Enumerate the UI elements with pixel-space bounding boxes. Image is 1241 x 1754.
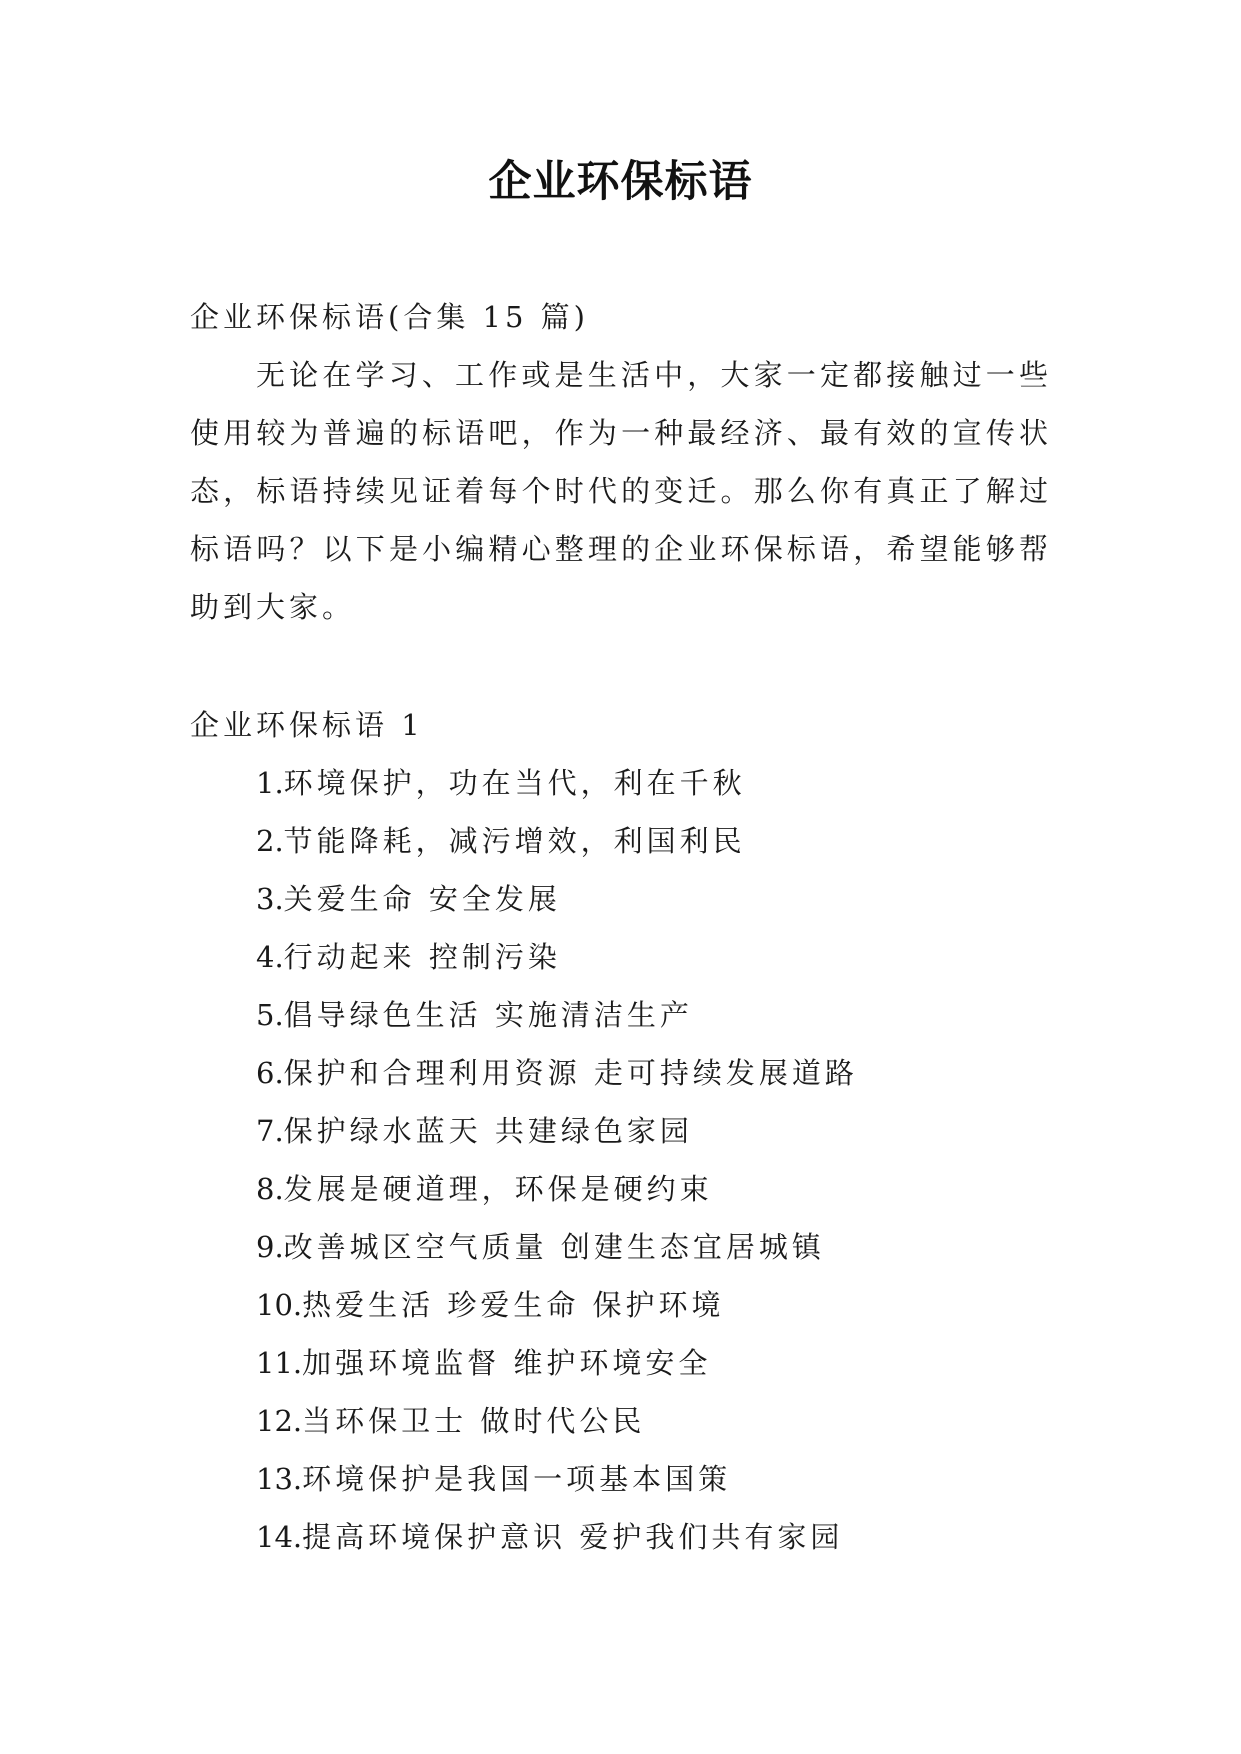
slogan-item: [256, 986, 858, 1044]
slogan-item: [256, 1044, 858, 1102]
slogan-number: 7.: [256, 1114, 284, 1148]
slogan-number: 10.: [256, 1288, 303, 1322]
slogan-text: 行动起来 控制污染: [283, 940, 561, 974]
slogan-text: 热爱生活 珍爱生命 保护环境: [302, 1288, 725, 1322]
slogan-text: 改善城区空气质量 创建生态宜居城镇: [283, 1230, 825, 1264]
slogan-number: 11.: [256, 1346, 303, 1380]
slogan-item: [256, 1102, 858, 1160]
slogan-number: 14.: [256, 1520, 303, 1554]
slogan-number: 2.: [256, 824, 284, 858]
slogan-number: 8.: [256, 1172, 284, 1206]
slogan-text: 倡导绿色生活 实施清洁生产: [283, 998, 693, 1032]
slogan-number: 6.: [256, 1056, 284, 1090]
intro-paragraph: 无论在学习、工作或是生活中，大家一定都接触过一些使用较为普遍的标语吧，作为一种最经济、最有效的宣传状态，标语持续见证着每个时代的变迁。那么你有真正了解过标语吗？以下是小编精心整理的企业环保标语，希望能够帮助到大家。: [190, 358, 1052, 624]
slogan-number: 4.: [256, 940, 284, 974]
slogan-item: [256, 754, 858, 812]
slogan-item: [256, 1450, 858, 1508]
slogan-item: [256, 1276, 858, 1334]
slogan-text: 加强环境监督 维护环境安全: [302, 1346, 712, 1380]
slogan-item: [256, 812, 858, 870]
slogan-text: 环境保护是我国一项基本国策: [302, 1462, 732, 1496]
slogan-text: 提高环境保护意识 爱护我们共有家园: [302, 1520, 844, 1554]
slogan-text: 节能降耗，减污增效，利国利民: [283, 824, 746, 858]
slogan-number: 5.: [256, 998, 284, 1032]
slogan-item: [256, 1392, 858, 1450]
slogan-number: 13.: [256, 1462, 303, 1496]
slogan-text: 环境保护，功在当代，利在千秋: [283, 766, 746, 800]
slogan-number: 3.: [256, 882, 284, 916]
slogan-number: 9.: [256, 1230, 284, 1264]
slogan-text: 保护和合理利用资源 走可持续发展道路: [283, 1056, 858, 1090]
slogan-number: 1.: [256, 766, 284, 800]
slogan-text: 发展是硬道理，环保是硬约束: [283, 1172, 713, 1206]
slogan-item: [256, 1160, 858, 1218]
slogan-item: [256, 1508, 858, 1566]
slogan-text: 关爱生命 安全发展: [283, 882, 561, 916]
slogan-item: [256, 928, 858, 986]
slogan-text: 当环保卫士 做时代公民: [302, 1404, 646, 1438]
section-heading: 企业环保标语 1: [190, 708, 424, 742]
slogan-number: 12.: [256, 1404, 303, 1438]
slogan-item: [256, 870, 858, 928]
document-subtitle: 企业环保标语(合集 15 篇): [190, 300, 589, 334]
document-title: 企业环保标语: [488, 157, 753, 207]
slogan-item: [256, 1334, 858, 1392]
slogan-item: [256, 1218, 858, 1276]
slogan-text: 保护绿水蓝天 共建绿色家园: [283, 1114, 693, 1148]
slogan-list: [256, 754, 858, 1566]
